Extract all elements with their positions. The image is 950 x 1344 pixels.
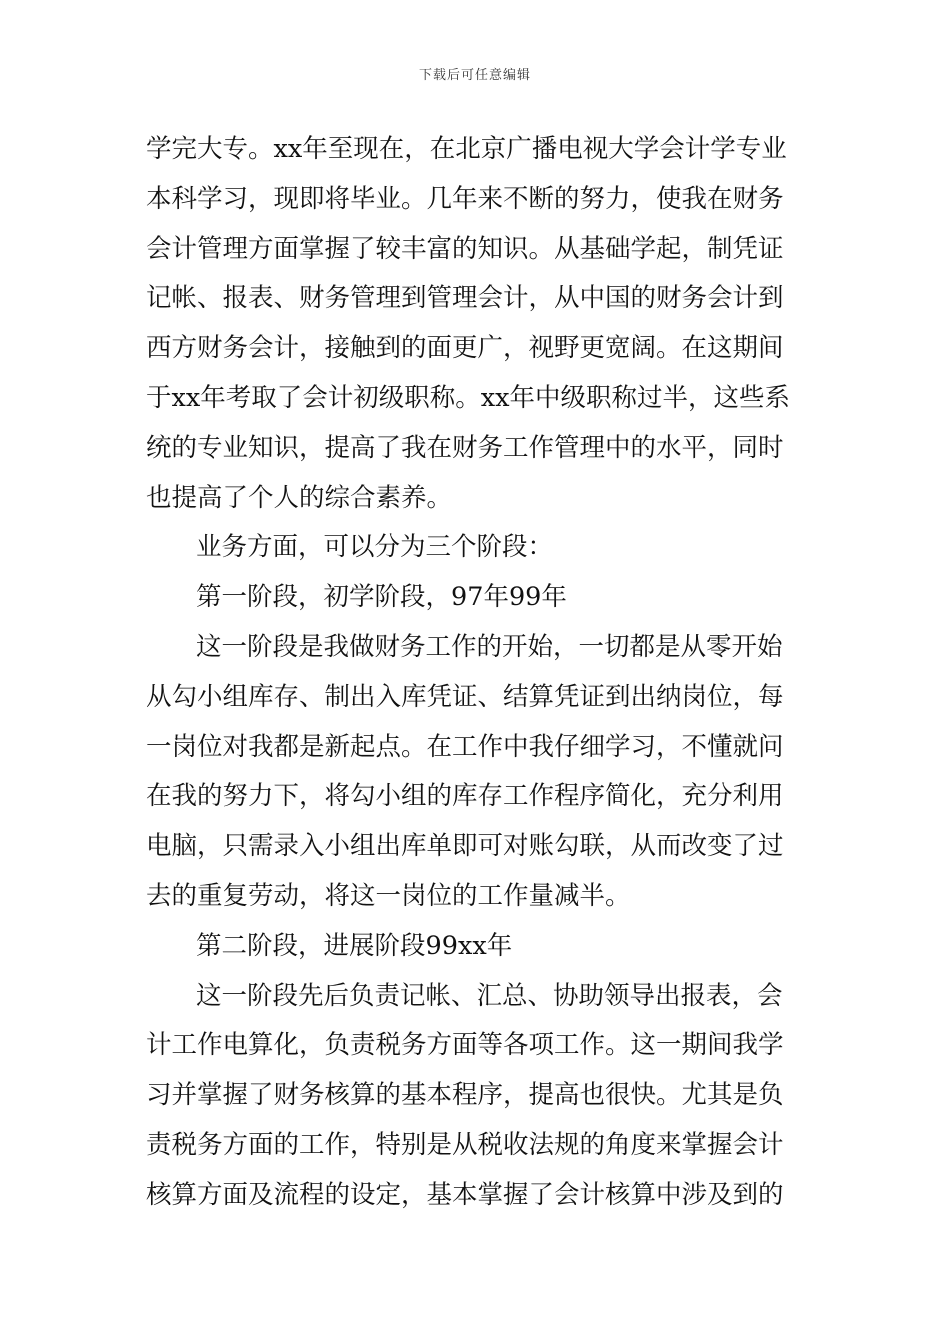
text-line: 第二阶段，进展阶段99xx年: [196, 930, 513, 961]
text-line: 统的专业知识，提高了我在财务工作管理中的水平，同时: [146, 432, 784, 463]
text-line: 一岗位对我都是新起点。在工作中我仔细学习，不懂就问: [146, 731, 784, 762]
text-line: 会计管理方面掌握了较丰富的知识。从基础学起，制凭证: [146, 233, 784, 264]
text-line: 这一阶段是我做财务工作的开始，一切都是从零开始: [196, 631, 783, 662]
text-line: 记帐、报表、财务管理到管理会计，从中国的财务会计到: [146, 283, 784, 314]
text-line: 业务方面，可以分为三个阶段：: [196, 532, 554, 563]
text-line: 学完大专。xx年至现在，在北京广播电视大学会计学专业: [146, 134, 787, 164]
text-line: 西方财务会计，接触到的面更广，视野更宽阔。在这期间: [146, 333, 784, 364]
text-line: 习并掌握了财务核算的基本程序，提高也很快。尤其是负: [146, 1080, 784, 1111]
text-line: 第一阶段，初学阶段，97年99年: [196, 582, 567, 613]
text-line: 也提高了个人的综合素养。: [146, 482, 453, 513]
text-line: 责税务方面的工作，特别是从税收法规的角度来掌握会计: [146, 1129, 784, 1160]
text-line: 这一阶段先后负责记帐、汇总、协助领导出报表，会: [196, 980, 783, 1011]
text-line: 从勾小组库存、制出入库凭证、结算凭证到出纳岗位，每: [146, 681, 784, 712]
text-line: 本科学习，现即将毕业。几年来不断的努力，使我在财务: [146, 183, 784, 214]
page-header-note: 下载后可任意编辑: [418, 68, 531, 83]
document-body: [146, 125, 816, 1221]
text-line: 核算方面及流程的设定，基本掌握了会计核算中涉及到的: [146, 1179, 784, 1210]
text-line: 于xx年考取了会计初级职称。xx年中级职称过半，这些系: [146, 382, 791, 413]
text-line: 计工作电算化，负责税务方面等各项工作。这一期间我学: [146, 1030, 784, 1061]
text-line: 在我的努力下，将勾小组的库存工作程序简化，充分利用: [146, 781, 784, 812]
text-line: 电脑，只需录入小组出库单即可对账勾联，从而改变了过: [146, 831, 784, 862]
text-line: 去的重复劳动，将这一岗位的工作量减半。: [146, 880, 631, 911]
